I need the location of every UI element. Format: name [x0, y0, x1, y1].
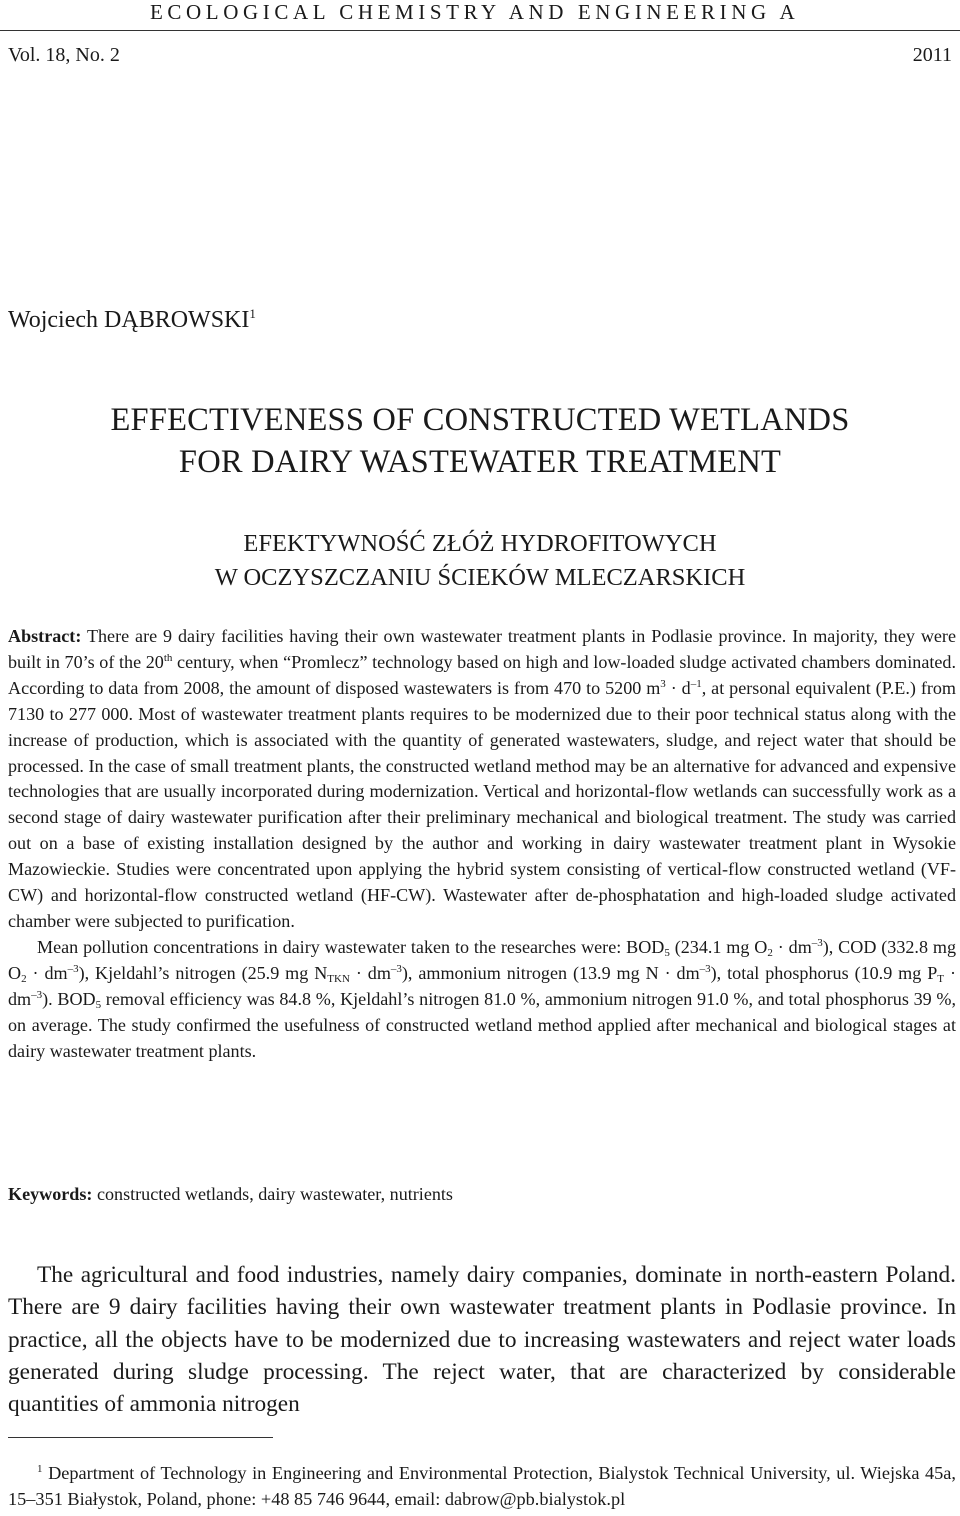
abstract-paragraph-1 [8, 624, 956, 935]
p2-text: ), Kjeldahl’s nitrogen (25.9 mg N [78, 962, 328, 983]
title-pl-line-2: W OCZYSZCZANIU ŚCIEKÓW MLECZARSKICH [214, 564, 746, 591]
abstract [8, 624, 956, 1064]
p2-text: Mean pollution concentrations in dairy wastewater taken to the researches were: BOD [37, 936, 665, 957]
title-polish [0, 527, 960, 595]
p2-text: · dm [772, 936, 812, 957]
p2-text: ), COD (332.8 mg O [8, 936, 956, 983]
keywords-text: constructed wetlands, dairy wastewater, nutrients [92, 1184, 453, 1204]
title-en-line-2: FOR DAIRY WASTEWATER TREATMENT [178, 444, 782, 480]
volume-number: Vol. 18, No. 2 [8, 44, 120, 66]
keywords [8, 1184, 453, 1205]
author-name [8, 306, 256, 334]
introduction-paragraph: The agricultural and food industries, namely dairy companies, dominate in north-eastern Poland. There are 9 dairy facilities having their own wastewater treatment plants in Podlasie province. In practice, all the objects have to be modernized due to increasing wastewaters and reject water loads generated during sludge processing. The reject water, that are characterized by considerable quantities of ammonia nitrogen [8, 1262, 956, 1418]
footnote [8, 1460, 956, 1512]
p2-superscript: –3 [31, 988, 43, 1001]
abstract-paragraph-2 [8, 935, 956, 1065]
keywords-label: Keywords: [8, 1184, 93, 1204]
p2-subscript: 5 [664, 946, 670, 959]
publication-year: 2011 [912, 44, 952, 66]
p2-text: ), total phosphorus (10.9 mg P [710, 962, 938, 983]
author-text: Wojciech DĄBROWSKI [8, 307, 250, 333]
footnote-rule [8, 1437, 273, 1438]
sup-3: 3 [660, 677, 666, 690]
p2-text: · dm [8, 962, 956, 1009]
header-rule [0, 30, 960, 31]
p2-text: (234.1 mg O [669, 936, 768, 957]
p2-superscript: –3 [699, 962, 711, 975]
title-english [0, 399, 960, 483]
abstract-text-d: , at personal equivalent (P.E.) from 7130 to 277 000. Most of wastewater treatment plants requires to be modernized due to their poor technical status along with the increase of production, which is associated with the quantity of generated wastewaters, sludge, and reject water that should be processed. In the case of small treatment plants, the constructed wetland method may be an alternative for advanced and expensive technologies that are usually incorporated during modernization. Vertical and horizontal-flow wetlands can successfully work as a second stage of dairy wastewater purification after their preliminary mechanical and biological treatment. The study was carried out on a base of existing installation designed by the author and working in dairy wastewater treatment plant in Wysokie Mazowieckie. Studies were concentrated upon applying the hybrid system consisting of vertical-flow constructed wetland (VF-CW) and horizontal-flow constructed wetland (HF-CW). Wastewater after de-phosphatation and high-loaded sludge activated chamber were subjected to purification. [8, 677, 956, 931]
p2-superscript: –3 [390, 962, 402, 975]
p2-subscript: TKN [327, 972, 350, 985]
p2-text: · dm [26, 962, 68, 983]
p2-text: removal efficiency was 84.8 %, Kjeldahl’s nitrogen 81.0 %, ammonium nitrogen 91.0 %, and total phosphorus 39 %, on average. The study confirmed the usefulness of constructed wetland method applied after mechanical and biological stages at dairy wastewater treatment plants. [8, 988, 956, 1061]
sup-minus-1: –1 [690, 677, 702, 690]
abstract-label: Abstract: [8, 626, 82, 646]
footnote-text: Department of Technology in Engineering and Environmental Protection, Bialystok Technical University, ul. Wiejska 45a, 15–351 Białystok, Poland, phone: +48 85 746 9644, email: dabrow@pb.bialystok.pl [8, 1463, 956, 1509]
p2-text: · dm [349, 962, 391, 983]
affiliation-mark: 1 [249, 306, 256, 321]
journal-name: ECOLOGICAL CHEMISTRY AND ENGINEERING A [150, 0, 800, 24]
p2-subscript: 2 [21, 972, 27, 985]
sup-th: th [163, 651, 173, 664]
footnote-mark: 1 [37, 1463, 43, 1475]
title-en-line-1: EFFECTIVENESS OF CONSTRUCTED WETLANDS [110, 402, 850, 438]
abstract-text-b: century, when “Promlecz” technology based on high and low-loaded sludge activated chambers dominated. According to data from 2008, the amount of disposed wastewaters is from 470 to 5200 m [8, 651, 956, 698]
p2-subscript: 2 [767, 946, 773, 959]
title-pl-line-1: EFEKTYWNOŚĆ ZŁÓŻ HYDROFITOWYCH [243, 530, 717, 557]
p2-subscript: 5 [95, 998, 102, 1011]
abstract-text-c: · d [665, 677, 691, 698]
p2-subscript: T [937, 972, 945, 985]
p2-text: ), ammonium nitrogen (13.9 mg N · dm [401, 962, 700, 983]
p2-superscript: –3 [67, 962, 79, 975]
p2-text: ). BOD [42, 988, 96, 1009]
p2-superscript: –3 [811, 936, 823, 949]
abstract-text-a: There are 9 dairy facilities having their own wastewater treatment plants in Podlasie province. In majority, they were built in 70’s of the 20 [8, 626, 956, 672]
